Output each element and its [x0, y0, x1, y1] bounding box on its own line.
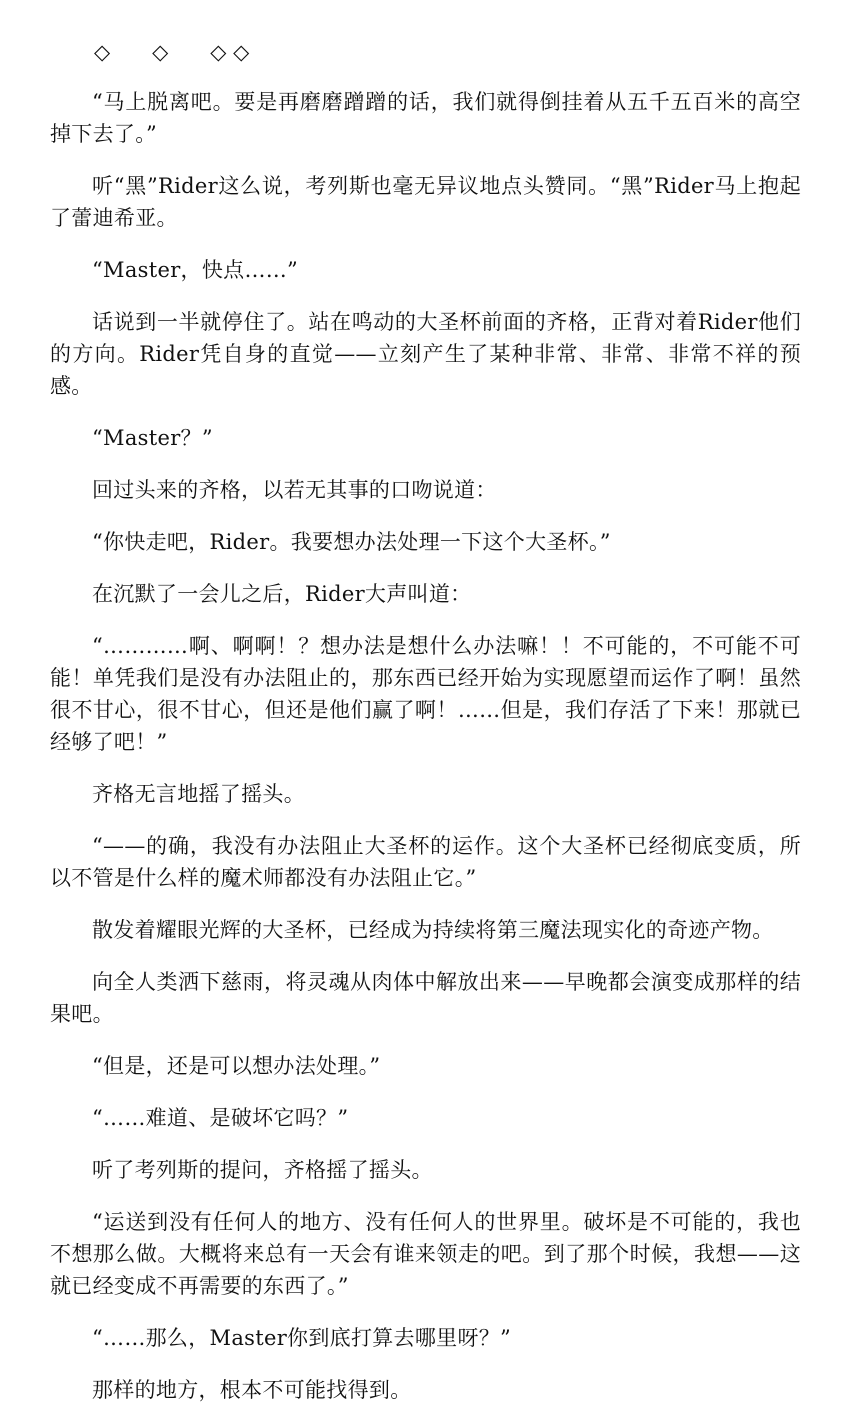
- paragraph: “……那么，Master你到底打算去哪里呀？”: [92, 1326, 512, 1350]
- paragraph: “Master？”: [92, 426, 213, 450]
- paragraph: 回过头来的齐格，以若无其事的口吻说道：: [92, 478, 497, 502]
- scene-break-separator: ◇ ◇ ◇ ◇: [94, 40, 250, 64]
- paragraph: 那样的地方，根本不可能找得到。: [92, 1378, 412, 1402]
- paragraph: 话说到一半就停住了。站在鸣动的大圣杯前面的齐格，正背对着Rider他们的方向。Rider凭自身的直觉——立刻产生了某种非常、非常、非常不祥的预感。: [50, 310, 801, 398]
- paragraph: “但是，还是可以想办法处理。”: [92, 1054, 381, 1078]
- paragraph: “…………啊、啊啊！？想办法是想什么办法嘛！！不可能的，不可能不可能！单凭我们是没有办法阻止的，那东西已经开始为实现愿望而运作了啊！虽然很不甘心，很不甘心，但还是他们赢了啊！……但是，我们存活了下来！那就已经够了吧！”: [50, 634, 801, 754]
- paragraph: 齐格无言地摇了摇头。: [92, 782, 305, 806]
- paragraph: “运送到没有任何人的地方、没有任何人的世界里。破坏是不可能的，我也不想那么做。大概将来总有一天会有谁来领走的吧。到了那个时候，我想——这就已经变成不再需要的东西了。”: [50, 1210, 801, 1298]
- paragraph: 向全人类洒下慈雨，将灵魂从肉体中解放出来——早晚都会演变成那样的结果吧。: [50, 970, 801, 1026]
- paragraph: 散发着耀眼光辉的大圣杯，已经成为持续将第三魔法现实化的奇迹产物。: [92, 918, 774, 942]
- paragraph: 在沉默了一会儿之后，Rider大声叫道：: [92, 582, 472, 606]
- paragraph: 听“黑”Rider这么说，考列斯也毫无异议地点头赞同。“黑”Rider马上抱起了蕾迪希亚。: [50, 174, 801, 230]
- paragraph: 听了考列斯的提问，齐格摇了摇头。: [92, 1158, 433, 1182]
- paragraph: “你快走吧，Rider。我要想办法处理一下这个大圣杯。”: [92, 530, 611, 554]
- paragraph: “……难道、是破坏它吗？”: [92, 1106, 349, 1130]
- paragraph: “Master，快点……”: [92, 258, 299, 282]
- paragraph: “——的确，我没有办法阻止大圣杯的运作。这个大圣杯已经彻底变质，所以不管是什么样的魔术师都没有办法阻止它。”: [50, 834, 801, 890]
- paragraph: “马上脱离吧。要是再磨磨蹭蹭的话，我们就得倒挂着从五千五百米的高空掉下去了。”: [50, 90, 801, 146]
